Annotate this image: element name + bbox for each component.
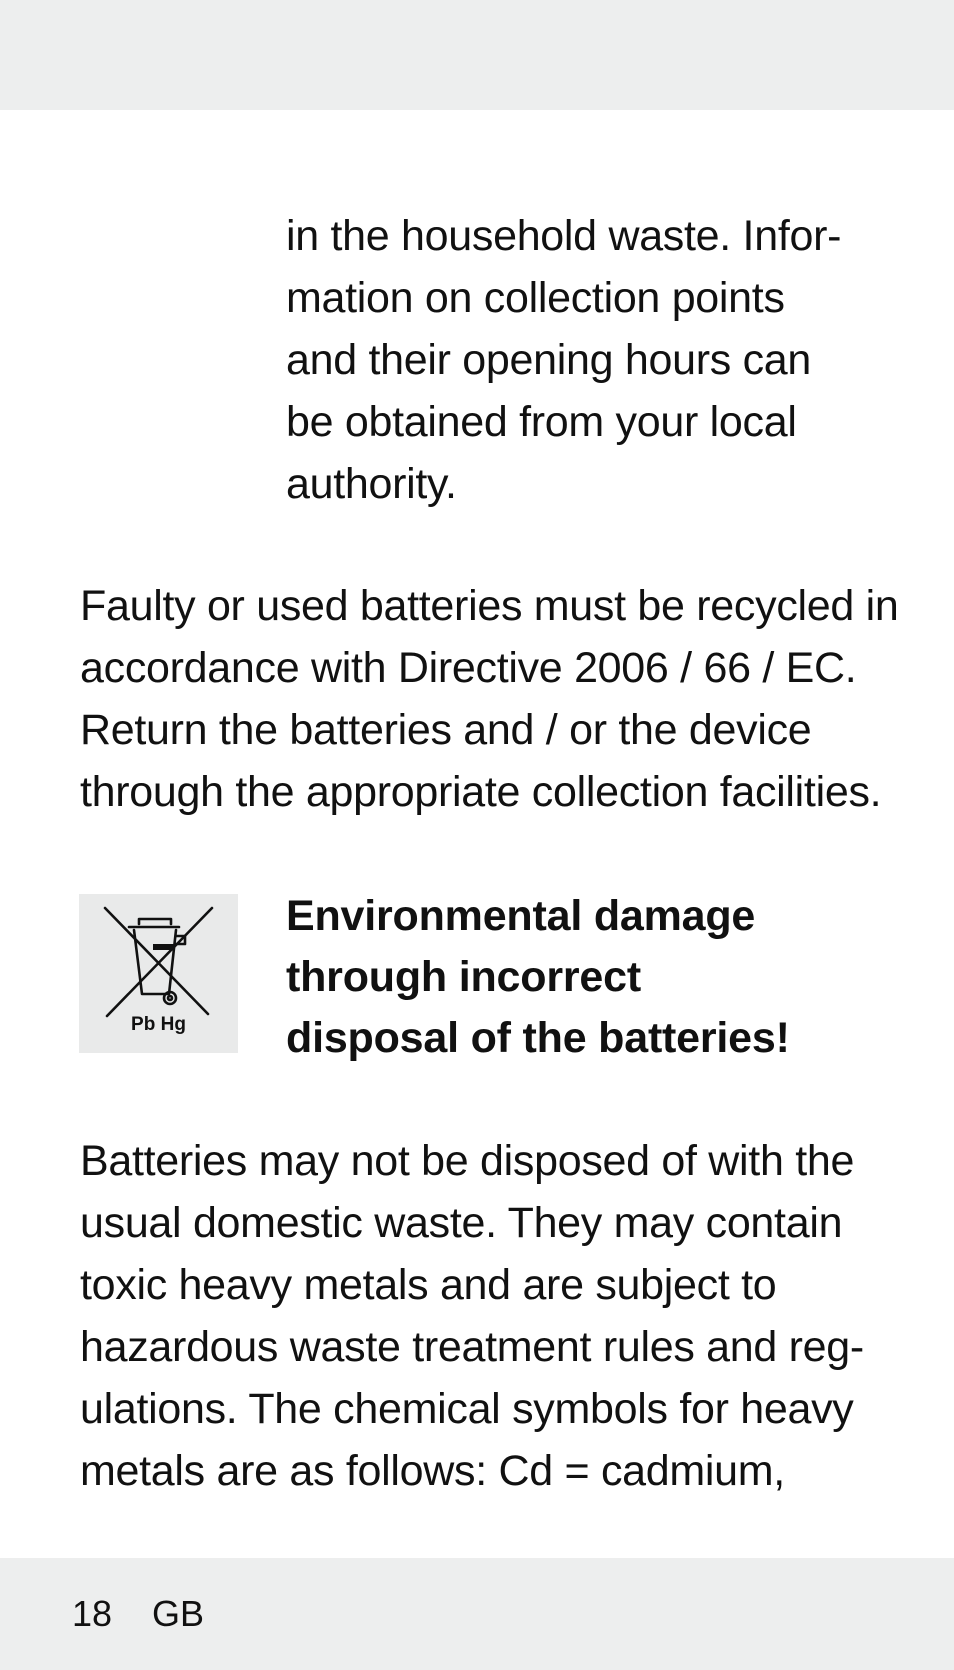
- directive-paragraph: [80, 575, 899, 823]
- directive-line: accordance with Directive 2006 / 66 / EC.: [80, 644, 857, 692]
- directive-line: Return the batteries and / or the device: [80, 706, 812, 754]
- intro-line: mation on collection points: [286, 274, 785, 322]
- intro-line: be obtained from your local: [286, 398, 797, 446]
- body-line: metals are as follows: Cd = cadmium,: [80, 1447, 785, 1495]
- intro-paragraph: [286, 205, 841, 515]
- heavy-metals-paragraph: [80, 1130, 864, 1502]
- language-code: GB: [152, 1593, 205, 1634]
- intro-line: authority.: [286, 460, 457, 508]
- footer-band: [0, 1558, 954, 1670]
- body-line: usual domestic waste. They may contain: [80, 1199, 843, 1247]
- body-line: Batteries may not be disposed of with the: [80, 1137, 855, 1185]
- page-number: 18: [72, 1593, 113, 1634]
- body-line: hazardous waste treatment rules and reg-: [80, 1323, 864, 1371]
- icon-label: Pb Hg: [131, 1014, 186, 1035]
- body-line: ulations. The chemical symbols for heavy: [80, 1385, 854, 1433]
- directive-line: Faulty or used batteries must be recycled in: [80, 582, 899, 630]
- intro-line: and their opening hours can: [286, 336, 812, 384]
- header-band: [0, 0, 954, 110]
- warning-heading-line: through incorrect: [286, 953, 641, 1001]
- crossed-out-wheelie-bin-icon: [79, 894, 238, 1053]
- body-line: toxic heavy metals and are subject to: [80, 1261, 777, 1309]
- warning-heading-line: Environmental damage: [286, 892, 756, 940]
- directive-line: through the appropriate collection facilities.: [80, 768, 882, 816]
- warning-heading: [286, 886, 790, 1069]
- intro-line: in the household waste. Infor-: [286, 212, 842, 260]
- warning-heading-line: disposal of the batteries!: [286, 1014, 790, 1062]
